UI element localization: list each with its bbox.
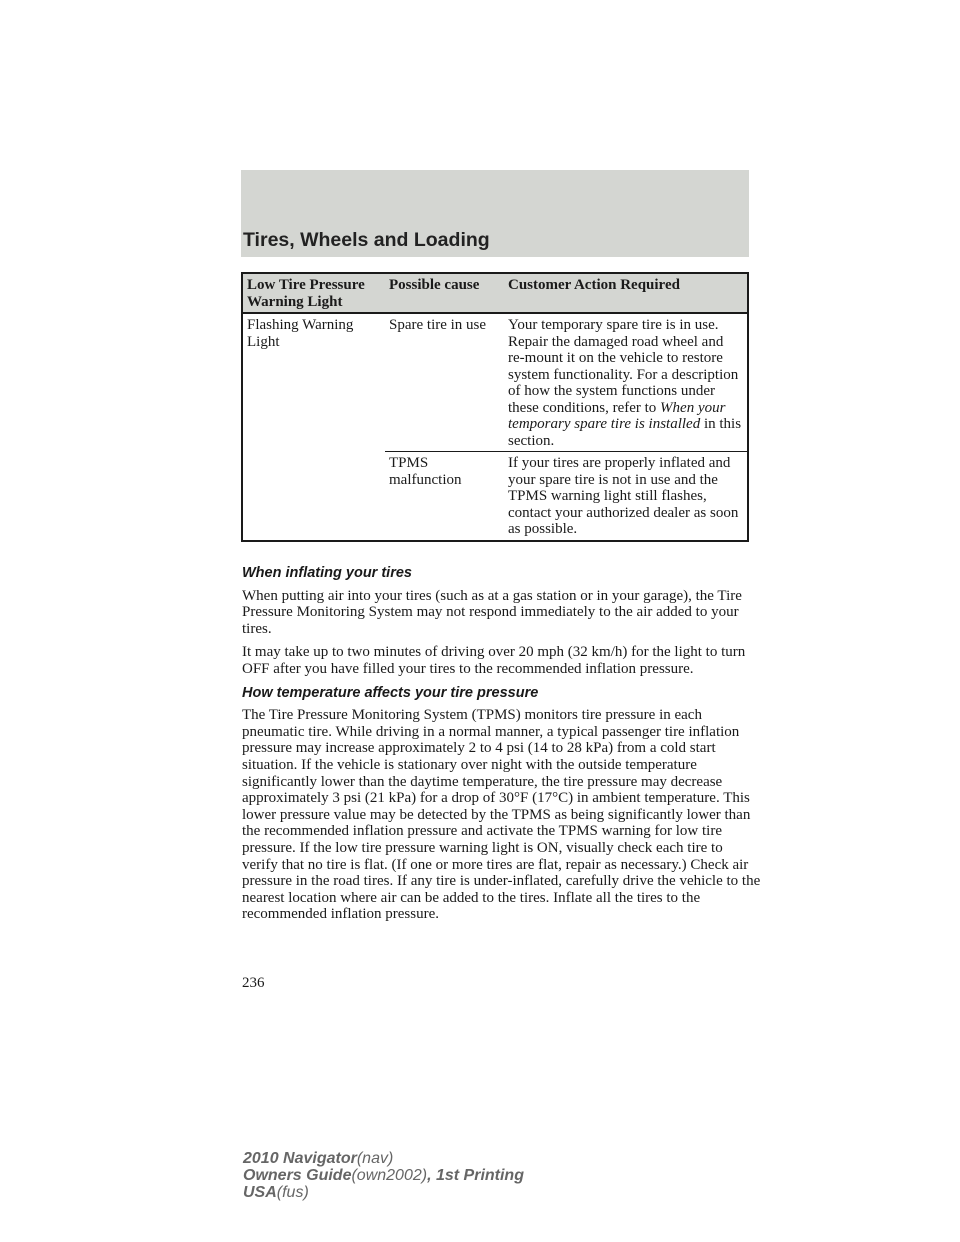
indicator-cell: Flashing Warning Light (247, 317, 354, 350)
action-text: Your temporary spare tire is in use. Repair the damaged road wheel and re-mount it on the vehicle to restore system functionality. For a description of how the system functions under these conditions, refer to (508, 317, 739, 416)
action-tail: in this section. (508, 416, 742, 449)
table-row (242, 313, 748, 452)
footer-market-code: (fus) (276, 1184, 309, 1201)
footer-guide-code: (own2002) (351, 1167, 428, 1184)
paragraph: It may take up to two minutes of driving over 20 mph (32 km/h) for the light to turn OFF after you have filled your tires to the recommended inflation pressure. (242, 644, 746, 677)
footer-guide: Owners Guide (243, 1167, 352, 1184)
cause-cell: TPMS malfunction (385, 452, 504, 541)
column-header-action: Customer Action Required (504, 273, 748, 313)
footer-model-code: (nav) (356, 1150, 394, 1167)
footer-printing: , 1st Printing (427, 1167, 524, 1184)
section-heading: When inflating your tires (242, 565, 412, 581)
column-header-warning-light: Low Tire Pressure Warning Light (242, 273, 385, 313)
footer-line (243, 1184, 524, 1201)
page-number: 236 (242, 975, 265, 991)
footer-line (243, 1167, 524, 1184)
paragraph: When putting air into your tires (such as at a gas station or in your garage), the Tire Pressure Monitoring System may not respond immediately to the air added to your tires. (242, 587, 742, 637)
action-cell (504, 313, 748, 452)
table-header-row (242, 273, 748, 313)
column-header-possible-cause: Possible cause (385, 273, 504, 313)
cause-cell: Spare tire in use (389, 317, 487, 333)
paragraph: The Tire Pressure Monitoring System (TPMS) monitors tire pressure in each pneumatic tire. While driving in a normal manner, a typical passenger tire inflation pressure may increase approximately 2 to 4 psi (14 to 28 kPa) from a cold start situation. If the vehicle is stationary over night with the outside temperature significantly lower than the daytime temperature, the tire pressure may decrease approximately 3 psi (21 kPa) for a drop of 30°F (17°C) in ambient temperature. This lower pressure value may be detected by the TPMS as being significantly lower than the recommended inflation pressure and activate the TPMS warning for low tire pressure. If the low tire pressure warning light is ON, visually check each tire to verify that no tire is flat. (If one or more tires are flat, repair as necessary.) Check air pressure in the road tires. If any tire is under-inflated, carefully drive the vehicle to the nearest location where air can be added to the tires. Inflate all the tires to the recommended inflation pressure. (242, 707, 761, 923)
footer-market: USA (243, 1184, 277, 1201)
footer-info (243, 1150, 524, 1201)
tpms-warning-table (241, 272, 749, 542)
body-content (242, 565, 762, 930)
action-reference: When your temporary spare tire is installed (508, 399, 726, 432)
action-cell: If your tires are properly inflated and your spare tire is not in use and the TPMS warning light still flashes, contact your authorized dealer as soon as possible. (504, 452, 748, 541)
footer-model: 2010 Navigator (243, 1150, 357, 1167)
footer-line (243, 1150, 524, 1167)
section-heading: How temperature affects your tire pressure (242, 684, 539, 701)
page-title: Tires, Wheels and Loading (243, 229, 490, 251)
